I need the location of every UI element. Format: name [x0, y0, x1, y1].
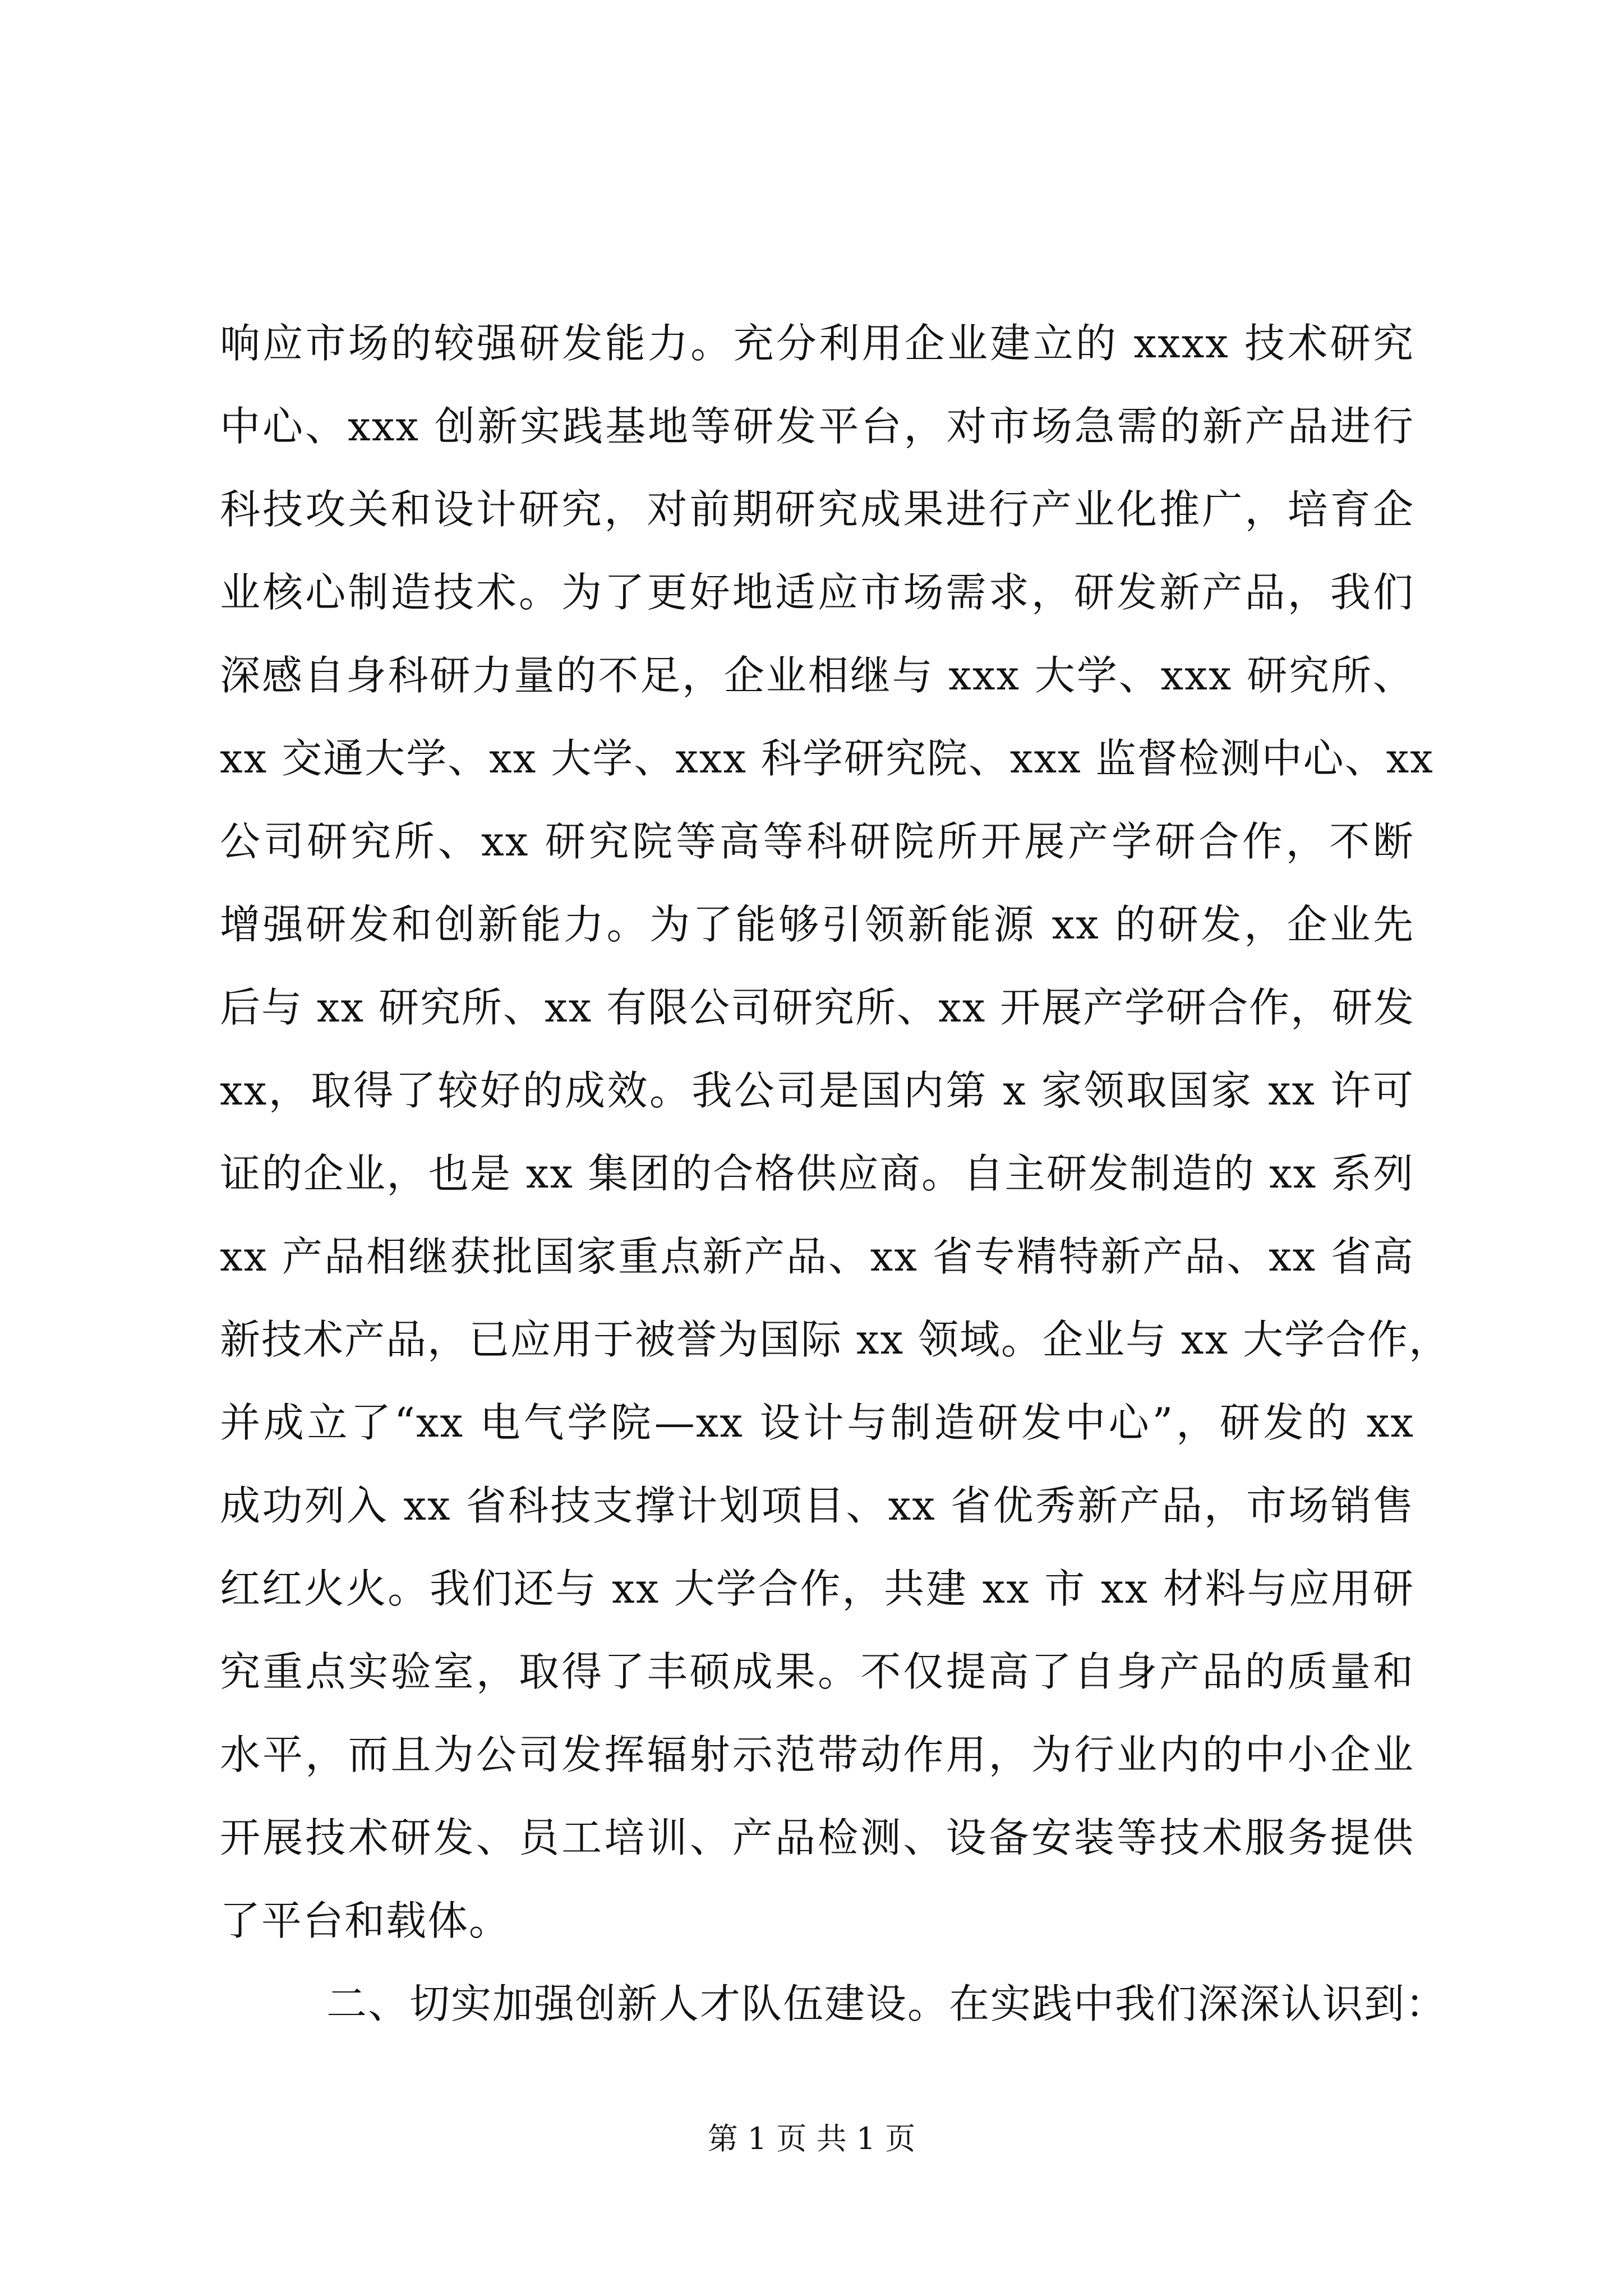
paragraph-line: xx 产品相继获批国家重点新产品、xx 省专精特新产品、xx 省高	[220, 1233, 1414, 1280]
paragraph-line: 了平台和载体。	[220, 1897, 511, 1944]
paragraph-line: 增强研发和创新能力。为了能够引领新能源 xx 的研发，企业先	[220, 901, 1414, 948]
paragraph-line: 后与 xx 研究所、xx 有限公司研究所、xx 开展产学研合作，研发	[220, 984, 1415, 1031]
paragraph-line: 开展技术研发、员工培训、产品检测、设备安装等技术服务提供	[220, 1814, 1414, 1861]
paragraph-line: 业核心制造技术。为了更好地适应市场需求，研发新产品，我们	[220, 569, 1414, 616]
paragraph-line: 新技术产品，已应用于被誉为国际 xx 领域。企业与 xx 大学合作，	[220, 1316, 1450, 1363]
paragraph-line: 证的企业，也是 xx 集团的合格供应商。自主研发制造的 xx 系列	[220, 1150, 1414, 1197]
paragraph-line: 中心、xxx 创新实践基地等研发平台，对市场急需的新产品进行	[220, 403, 1414, 450]
paragraph-line: xx，取得了较好的成效。我公司是国内第 x 家领取国家 xx 许可	[220, 1067, 1414, 1114]
paragraph-line: 红红火火。我们还与 xx 大学合作，共建 xx 市 xx 材料与应用研	[220, 1565, 1414, 1612]
page-number-footer: 第 1 页 共 1 页	[707, 2121, 916, 2156]
paragraph-line: 究重点实验室，取得了丰硕成果。不仅提高了自身产品的质量和	[220, 1648, 1414, 1695]
paragraph-line: 响应市场的较强研发能力。充分利用企业建立的 xxxx 技术研究	[220, 320, 1414, 367]
paragraph-line: 深感自身科研力量的不足，企业相继与 xxx 大学、xxx 研究所、	[220, 652, 1414, 699]
paragraph-line: xx 交通大学、xx 大学、xxx 科学研究院、xxx 监督检测中心、xx	[220, 735, 1434, 782]
section-heading: 二、切实加强创新人才队伍建设。在实践中我们深深认识到：	[326, 1980, 1447, 2027]
paragraph-line: 公司研究所、xx 研究院等高等科研院所开展产学研合作，不断	[220, 818, 1414, 865]
paragraph-line: 科技攻关和设计研究，对前期研究成果进行产业化推广，培育企	[220, 486, 1414, 533]
paragraph-line: 水平，而且为公司发挥辐射示范带动作用，为行业内的中小企业	[220, 1731, 1414, 1778]
paragraph-line: 成功列入 xx 省科技支撑计划项目、xx 省优秀新产品，市场销售	[220, 1482, 1414, 1529]
body-text	[220, 302, 1450, 2045]
paragraph-line: 并成立了“xx 电气学院—xx 设计与制造研发中心”，研发的 xx	[220, 1399, 1414, 1446]
